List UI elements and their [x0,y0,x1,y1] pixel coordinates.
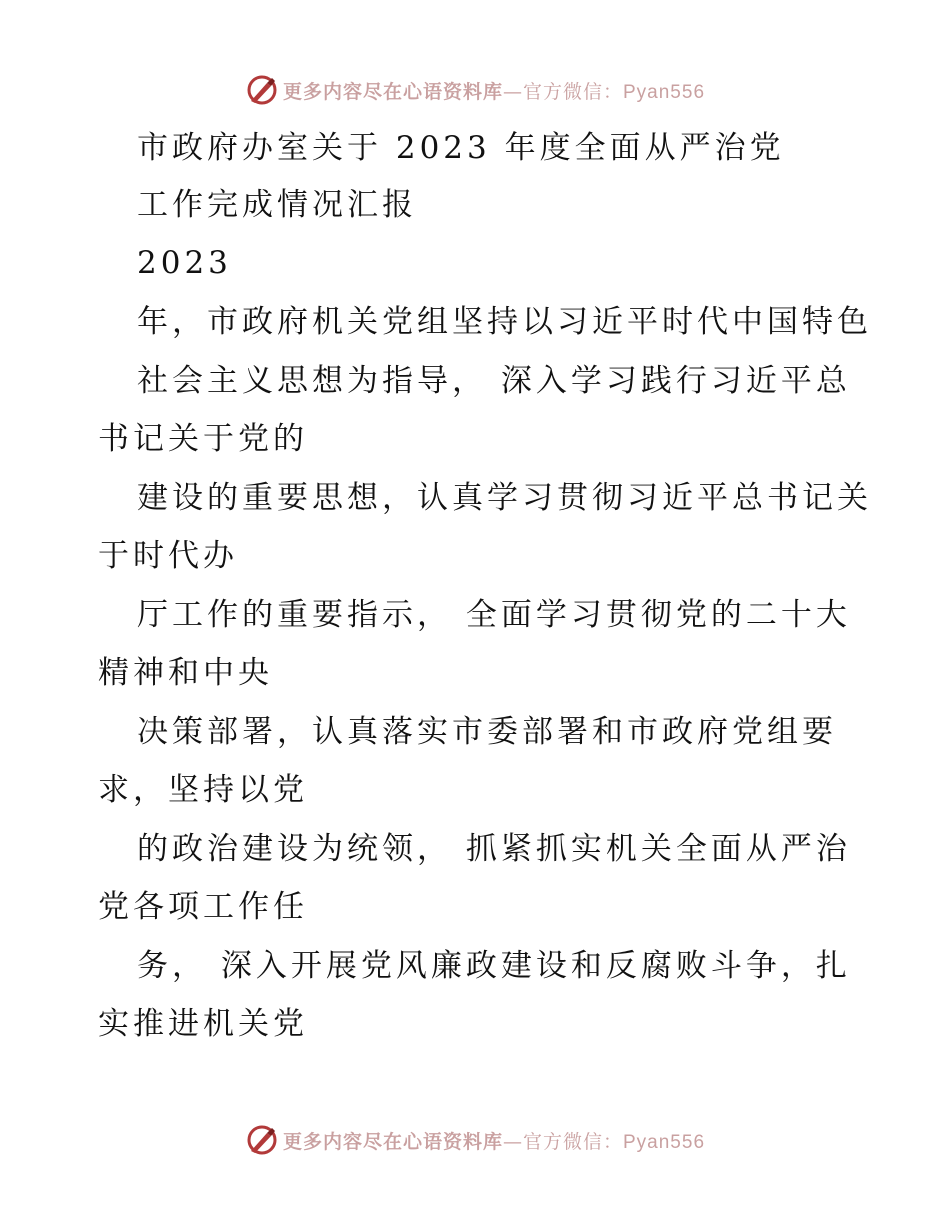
doc-line-3: 2023 [137,245,232,281]
doc-line-9: 厅工作的重要指示， 全面学习贯彻党的二十大 [137,597,851,633]
footer-banner-label: 官方微信： [522,1130,623,1153]
doc-line-15: 务， 深入开展党风廉政建设和反腐败斗争，扎 [137,948,851,984]
doc-line-5: 社会主义思想为指导， 深入学习践行习近平总 [137,363,851,399]
doc-line-8: 于时代办 [98,538,238,574]
pen-logo-icon [245,73,279,107]
footer-banner-handle: Pyan556 [623,1131,706,1153]
doc-line-11: 决策部署，认真落实市委部署和市政府党组要 [137,714,837,750]
footer-watermark-banner [0,1120,950,1160]
doc-line-7: 建设的重要思想，认真学习贯彻习近平总书记关 [137,480,872,516]
doc-line-14: 党各项工作任 [98,889,308,925]
header-banner-handle: Pyan556 [623,81,706,103]
pen-logo-icon [245,1123,279,1157]
doc-line-6: 书记关于党的 [98,421,308,457]
header-banner-lead: 更多内容尽在心语资料库 [282,80,503,103]
doc-title-line-2: 工作完成情况汇报 [137,187,417,223]
doc-title-line-1: 市政府办室关于 2023 年度全面从严治党 [137,130,785,166]
header-banner-text [283,77,705,104]
doc-line-16: 实推进机关党 [98,1006,308,1042]
doc-line-10: 精神和中央 [98,655,273,691]
doc-line-13: 的政治建设为统领， 抓紧抓实机关全面从严治 [137,831,851,867]
header-banner-label: 官方微信： [522,80,623,103]
doc-line-4: 年，市政府机关党组坚持以习近平时代中国特色 [137,304,872,340]
header-watermark-banner [0,70,950,110]
header-banner-dash: — [502,80,523,103]
footer-banner-dash: — [502,1130,523,1153]
footer-banner-text [283,1127,705,1154]
footer-banner-lead: 更多内容尽在心语资料库 [282,1130,503,1153]
doc-line-12: 求，坚持以党 [98,772,308,808]
